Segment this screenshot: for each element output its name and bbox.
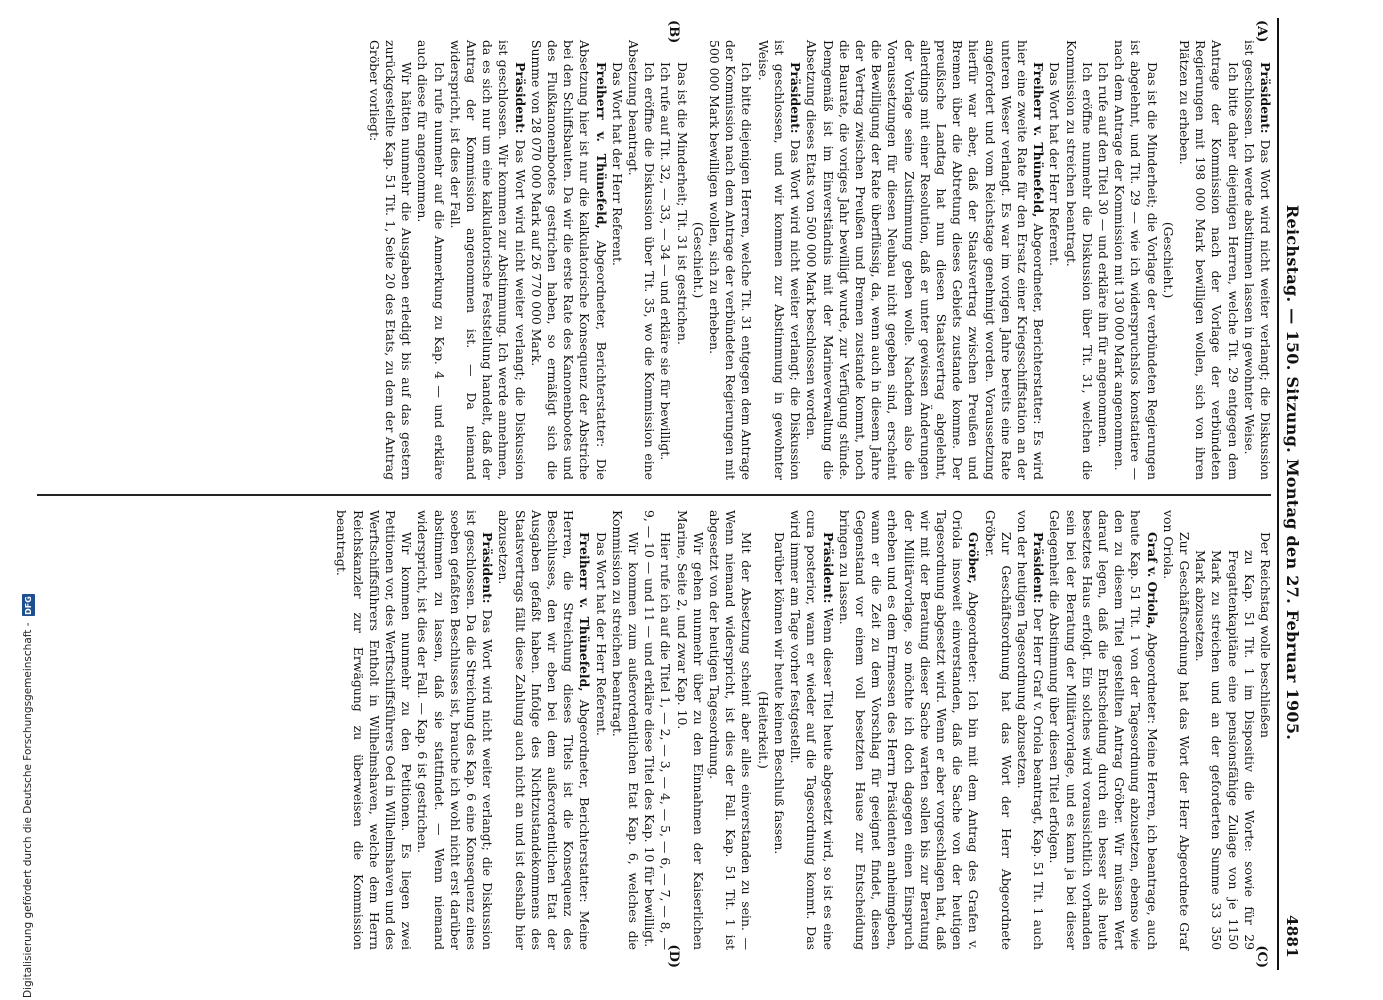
paragraph-text: Ich rufe auf den Titel 30 — und erkläre ihn für angenommen.: [1095, 62, 1111, 448]
paragraph-text: Das Wort wird nicht weiter verlangt; die Diskussion ist geschlossen. Ich werde abstimmen lassen in gewohnter Weise.: [1241, 40, 1273, 480]
paragraph: [1046, 510, 1159, 950]
page-header: [1277, 18, 1302, 970]
paragraph: [673, 510, 705, 950]
paragraph-text: Das Wort hat der Herr Referent.: [609, 62, 625, 266]
right-column: [37, 494, 1277, 970]
paragraph: [366, 40, 415, 480]
paragraph-text: Ich rufe nunmehr auf die Anmerkung zu Kap. 4 — und erkläre auch diese für angenommen.: [415, 40, 447, 480]
speaker-name: Graf v. Oriola,: [1144, 532, 1160, 629]
paragraph: [1111, 40, 1160, 480]
paragraph-text: Abgeordneter: Ich bin mit dem Antrag des Grafen v. Oriola insoweit einverstanden, daß die Sache von der heutigen Tagesordnung abgesetzt wird. Wenn er aber vorgeschlagen hat, daß wir mit der Beratung dieser Sache warten sollen bis zur Beratung der Militärvorlage, so möchte ich doch dagegen einen Einspruch erheben und es dem Ermessen des Herrn Präsidenten anheimgeben, wann er die Zeit zu dem Vorschlag für geeignet findet, diesen Gegenstand vor einem voll besetzten Hause zur Entscheidung bringen zu lassen.: [836, 510, 982, 950]
paragraph-text: Der Herr Graf v. Oriola beantragt, Kap. 51 Tit. 1 auch von der heutigen Tagesordnung abzusetzen.: [1014, 510, 1047, 950]
paragraph: [673, 40, 689, 480]
paragraph: [414, 40, 446, 480]
paragraph-text: Das Wort wird nicht weiter verlangt; die Diskussion ist geschlossen, und wir kommen zur Abstimmung in gewohnter Weise.: [755, 40, 804, 480]
paragraph: [1241, 40, 1273, 480]
margin-marker-d: (D): [666, 944, 681, 968]
stage-direction: (Heiterkeit.): [755, 691, 771, 769]
paragraph-text: Ich bitte diejenigen Herren, welche Tit. 31 entgegen dem Antrage der Kommission nach dem Antrage der verbündeten Regierungen mit 500 000 Mark bewilligen wollen, sich zu erheben.: [707, 40, 755, 480]
speaker-name: Freiherr v. Thünefeld,: [577, 532, 593, 692]
paragraph: [447, 40, 528, 480]
motion-text: zu Kap. 51 Tit. 1 im Dispositiv die Worte: sowie für 29 Fregattenkapitäne eine pensionsfähige Zulage von je 1150 Mark zu streichen und an der geforderten Summe 33 350 Mark abzusetzen.: [1193, 550, 1257, 950]
paragraph: [333, 510, 414, 950]
paragraph-text: Das Wort hat der Herr Referent.: [1047, 62, 1063, 266]
speaker-name: Präsident:: [1031, 532, 1047, 604]
paragraph-text: Zur Geschäftsordnung hat das Wort der Herr Abgeordnete Graf von Oriola.: [1160, 510, 1192, 950]
margin-marker-c: (C): [1254, 945, 1269, 968]
speaker-name: Präsident:: [480, 532, 496, 604]
speaker-name: Freiherr v. Thünefeld,: [1031, 62, 1047, 218]
paragraph: [787, 510, 836, 950]
left-column: [37, 18, 1277, 494]
paragraph-text: Hier rufe ich auf die Titel 1, — 2, — 3, — 4, — 5, — 6, — 7, — 8, — 9, — 10 — und 11 — und erkläre diese Titel des Kap. 10 für bewilligt.: [642, 510, 674, 950]
paragraph: [641, 510, 673, 950]
paragraph-text: Das Wort hat der Herr Referent.: [593, 532, 609, 736]
paragraph-text: Ich rufe auf Tit. 32, — 33, — 34 — und erkläre sie für bewilligt.: [658, 62, 674, 461]
paragraph-text: Zur Geschäftsordnung hat das Wort der Herr Abgeordnete Gröber.: [982, 510, 1014, 950]
speaker-name: Präsident:: [788, 62, 804, 134]
paragraph: [528, 40, 609, 480]
paragraph: [1095, 40, 1111, 480]
paragraph: [495, 510, 592, 950]
paragraph: [414, 510, 495, 950]
digitization-credit: [20, 0, 36, 998]
paragraph-text: Das Wort wird nicht weiter verlangt; die Diskussion ist geschlossen. Wir kommen zur Abstimmung. Ich werde annehmen, da es sich nur um eine kalkulatorische Feststellung handelt, daß der Antrag der Kommission angenommen ist. — Da niemand widerspricht, ist dies der Fall.: [447, 40, 528, 480]
paragraph-text: Abgeordneter, Berichterstatter: Meine Herren, die Streichung dieses Titels ist die Konsequenz des Beschlusses, den wir eben bei dem außerordentlichen Etat der Ausgaben gefaßt haben. Infolge des Nichtzustandekommens des Staatsvertrags fällt diese Zahlung auch nicht an und ist deshalb hier abzusetzen.: [496, 510, 593, 950]
dfg-logo: DFG: [23, 596, 33, 615]
paragraph-text: Wir hätten nunmehr die Ausgaben erledigt bis auf das gestern zurückgestellte Kap. 51 Tit. 1, Seite 20 des Etats, zu dem der Antrag Gröber vorliegt:: [366, 40, 415, 480]
paragraph-text: Abgeordneter, Berichterstatter: Es wird hier eine zweite Rate für den Ersatz einer Kriegsschiffstation an der unteren Weser verlangt. Es war im vorigen Jahre bereits eine Rate angefordert und vom Reichstage genehmigt worden. Voraussetzung hierfür war aber, daß der Staatsvertrag zwischen Preußen und Bremen über die Abtretung dieses Gebiets zustande komme. Der preußische Landtag hat nun diesen Staatsvertrag abgelehnt, allerdings mit einer Resolution, daß er unter gewissen Änderungen der Vorlage seine Zustimmung geben wolle. Nachdem also die Voraussetzungen für diesen Neubau nicht gegeben sind, erscheint die Bewilligung der Rate überflüssig, da, wenn auch in diesem Jahre der Vertrag zwischen Preußen und Bremen zustande kommt, noch die Baurate, die voriges Jahr bewilligt wurde, zur Verfügung stünde. Demgemäß ist im Einverständnis mit der Marineverwaltung die Absetzung dieses Etats von 500 000 Mark beschlossen worden.: [804, 40, 1047, 480]
paragraph: [706, 40, 755, 480]
paragraph-text: Abgeordneter: Meine Herren, ich beantrage, auch heute Kap. 51 Tit. 1 von der Tagesordnung abzusetzen, ebenso wie den zu diesem Titel gestellten Antrag Gröber. Wir müssen Wert darauf legen, daß die Entscheidung durch ein besser als heute besetztes Haus erfolgt. Ein solches wird voraussichtlich vorhanden sein bei der Beratung der Militärvorlage, und es kann ja bei dieser Gelegenheit die Abstimmung über diesen Titel erfolgen.: [1047, 510, 1160, 950]
page-running-title: Reichstag. — 150. Sitzung. Montag den 27. Februar 1905.: [1283, 204, 1302, 741]
paragraph: [657, 40, 673, 480]
margin-marker-b: (B): [666, 20, 681, 44]
paragraph: [592, 510, 608, 950]
margin-marker-a: (A): [1254, 20, 1269, 43]
paragraph: [755, 40, 804, 480]
paragraph-text: Ich bitte daher diejenigen Herren, welche Tit. 29 entgegen dem Antrage der Kommission nach der Vorlage der verbündeten Regierungen mit 198 000 Mark bewilligen wollen, sich von ihren Plätzen zu erheben.: [1176, 40, 1241, 480]
paragraph: [981, 510, 1013, 950]
speaker-name: Freiherr v. Thünefeld,: [593, 62, 609, 229]
paragraph-text: Das ist die Minderheit; die Vorlage der verbündeten Regierungen ist abgelehnt, und Tit. 29 — wie ich widerspruchslos konstatiere — nach dem Antrage der Kommission mit 130 000 Mark angenommen.: [1112, 40, 1160, 480]
paragraph-text: Wir gehen nunmehr über zu den Einnahmen der Kaiserlichen Marine, Seite 2, und zwar Kap. 10.: [674, 510, 706, 950]
paragraph: [1046, 40, 1062, 480]
paragraph-text: Ich eröffne nunmehr die Diskussion über Tit. 31, welchen die Kommission zu streichen beantragt.: [1063, 40, 1095, 480]
paragraph-text: Abgeordneter, Berichterstatter: Die Absetzung hier ist nur die kalkulatorische Konsequenz der Abstriche bei den Schiffsbauten. Da wir die erste Rate des Kanonenbootes und des Flußkanonenbootes gestrichen haben, so ermäßigt sich die Summe von 28 070 000 Mark auf 26 770 000 Mark.: [528, 40, 609, 480]
paragraph: [609, 40, 625, 480]
speaker-name: Präsident:: [512, 62, 528, 134]
paragraph: [1176, 40, 1241, 480]
paragraph-text: Mit der Absetzung scheint aber alles einverstanden zu sein. — Wenn niemand widerspricht, ist dies der Fall. Kap. 51 Tit. 1 ist abgesetzt von der heutigen Tagesordnung.: [707, 510, 755, 950]
paragraph: [625, 40, 657, 480]
paragraph-text: Wenn dieser Titel heute abgesetzt wird, so ist es eine cura posterior, wann er wieder auf die Tagesordnung kommt. Das wird immer am Tage vorher festgestellt.: [788, 510, 836, 950]
paragraph: [1062, 40, 1094, 480]
credit-text: Digitalisierung gefördert durch die Deutsche Forschungsgemeinschaft -: [22, 622, 34, 998]
paragraph-text: Wir kommen zum außerordentlichen Etat Kap. 6, welches die Kommission zu streichen beantragt.: [609, 510, 642, 950]
paragraph: [836, 510, 982, 950]
speaker-name: Präsident:: [1258, 62, 1273, 134]
paragraph-text: Darüber können wir heute keinen Beschluß fassen.: [771, 532, 787, 855]
speaker-name: Präsident:: [820, 532, 836, 604]
paragraph-text: Der Reichstag wolle beschließen: [1258, 532, 1273, 738]
paragraph-text: Wir kommen nunmehr zu den Petitionen. Es liegen zwei Petitionen vor, des Werftschiffsführers Oed in Wilhelmshaven und des Werftschiffsführers Entholt in Wilhelmshaven, welche dem Herrn Reichskanzler zur Erwägung zu überweisen die Kommission beantragt.: [334, 510, 415, 950]
paragraph-text: Ich eröffne die Diskussion über Tit. 35, wo die Kommission eine Absetzung beantragt.: [626, 40, 658, 480]
speaker-name: Gröber,: [966, 532, 982, 584]
paragraph: [609, 510, 641, 950]
paragraph: [706, 510, 755, 950]
paragraph-text: Das Wort wird nicht weiter verlangt; die Diskussion ist geschlossen. Da die Streichung des Kap. 6 eine Konsequenz eines soeben gefaßten Beschlusses ist, brauche ich wohl nicht erst darüber abstimmen zu lassen, daß sie stattfindet. — Wenn niemand widerspricht, ist dies der Fall. — Kap. 6 ist gestrichen.: [415, 510, 496, 950]
paragraph: [1014, 510, 1046, 950]
paragraph: [1257, 510, 1273, 950]
paragraph: [771, 510, 787, 950]
stage-direction: (Geschieht.): [690, 221, 706, 299]
text-columns: [37, 18, 1277, 970]
stage-direction: (Geschieht.): [1160, 221, 1176, 299]
page-number: 4881: [1283, 915, 1301, 958]
paragraph: [1160, 510, 1192, 950]
paragraph: [803, 40, 1046, 480]
paragraph-text: Das ist die Minderheit; Tit. 31 ist gestrichen.: [674, 62, 690, 345]
